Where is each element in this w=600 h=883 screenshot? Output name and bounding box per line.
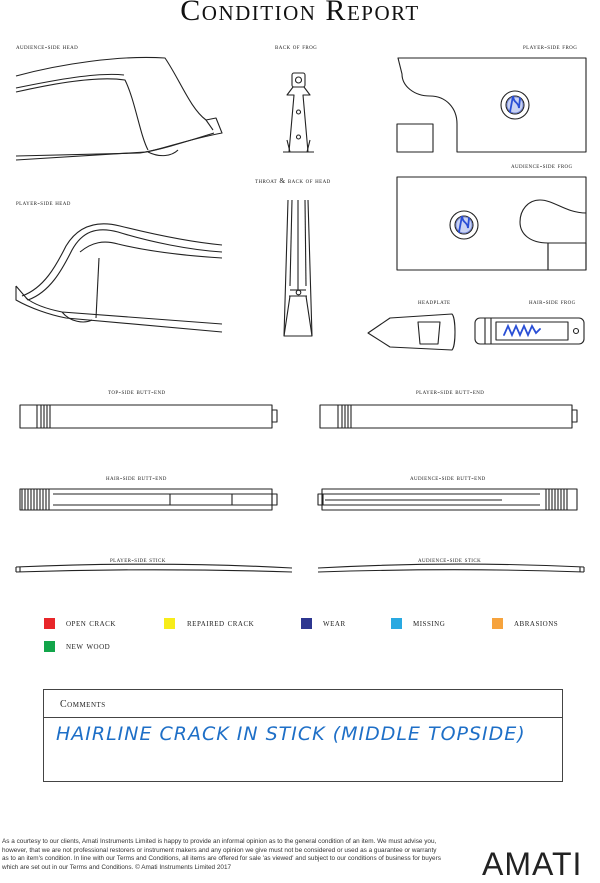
player-side-butt-end-drawing — [320, 405, 577, 428]
legend-label-missing: missing — [413, 618, 446, 629]
label-player-side-butt-end: player-side butt-end — [416, 387, 485, 396]
legend-label-new-wood: new wood — [66, 641, 111, 652]
player-side-frog-drawing — [397, 58, 586, 152]
label-audience-side-head: audience-side head — [16, 42, 79, 51]
back-of-frog-drawing — [283, 73, 314, 152]
label-top-side-butt-end: top-side butt-end — [108, 387, 166, 396]
legend-swatch-open-crack — [44, 618, 55, 629]
audience-side-stick-drawing — [318, 564, 584, 572]
throat-back-of-head-drawing — [284, 200, 312, 336]
audience-side-frog-drawing — [397, 177, 586, 270]
legend-label-repaired-crack: repaired crack — [187, 618, 255, 629]
player-side-stick-drawing — [16, 564, 292, 572]
legend-label-abrasions: abrasions — [514, 618, 559, 629]
label-audience-side-stick: audience-side stick — [418, 555, 482, 564]
top-side-butt-end-drawing — [20, 405, 277, 428]
label-player-side-stick: player-side stick — [110, 555, 166, 564]
legend-swatch-repaired-crack — [164, 618, 175, 629]
amati-logo: AMATI — [482, 846, 583, 882]
label-headplate: headplate — [418, 297, 451, 306]
legend-swatch-new-wood — [44, 641, 55, 652]
label-throat-back-of-head: throat & back of head — [255, 176, 331, 185]
comments-handwritten-text: HAIRLINE CRACK IN STICK (MIDDLE TOPSIDE) — [56, 723, 526, 745]
disclaimer-text: As a courtesy to our clients, Amati Instruments Limited is happy to provide an informal opinion as to the general condition of an item. We must advise you, however, that we are not professional restorers or instrument makers and any opinion we give must not be considered or used as a guarantee or warranty as to an item's condition. In line with our Terms and Conditions, all items are offered for sale 'as viewed' and subject to our conditions of business for buyers which are set out in our Terms and Conditions. © Amati Instruments Limited 2017 — [2, 838, 441, 871]
comments-label: Comments — [60, 699, 106, 710]
label-hair-side-butt-end: hair-side butt-end — [106, 473, 167, 482]
comments-header — [44, 690, 562, 718]
page-title: Condition Report — [180, 0, 420, 27]
label-hair-side-frog: hair-side frog — [529, 297, 576, 306]
legend-swatch-abrasions — [492, 618, 503, 629]
label-player-side-head: player-side head — [16, 198, 71, 207]
comments-box — [43, 689, 563, 782]
hair-side-butt-end-drawing — [20, 489, 277, 510]
headplate-drawing — [368, 314, 455, 350]
label-audience-side-frog: audience-side frog — [511, 161, 573, 170]
legend-label-wear: wear — [323, 618, 346, 629]
label-player-side-frog: player-side frog — [523, 42, 578, 51]
player-side-head-drawing — [16, 224, 222, 332]
legend-swatch-wear — [301, 618, 312, 629]
legend-label-open-crack: open crack — [66, 618, 116, 629]
audience-side-butt-end-drawing — [318, 489, 577, 510]
audience-side-head-drawing — [16, 57, 222, 160]
label-audience-side-butt-end: audience-side butt-end — [410, 473, 486, 482]
label-back-of-frog: back of frog — [275, 42, 318, 51]
wear-mark-hair-side-frog — [504, 326, 540, 335]
ink-markings — [456, 96, 540, 335]
legend-swatch-missing — [391, 618, 402, 629]
